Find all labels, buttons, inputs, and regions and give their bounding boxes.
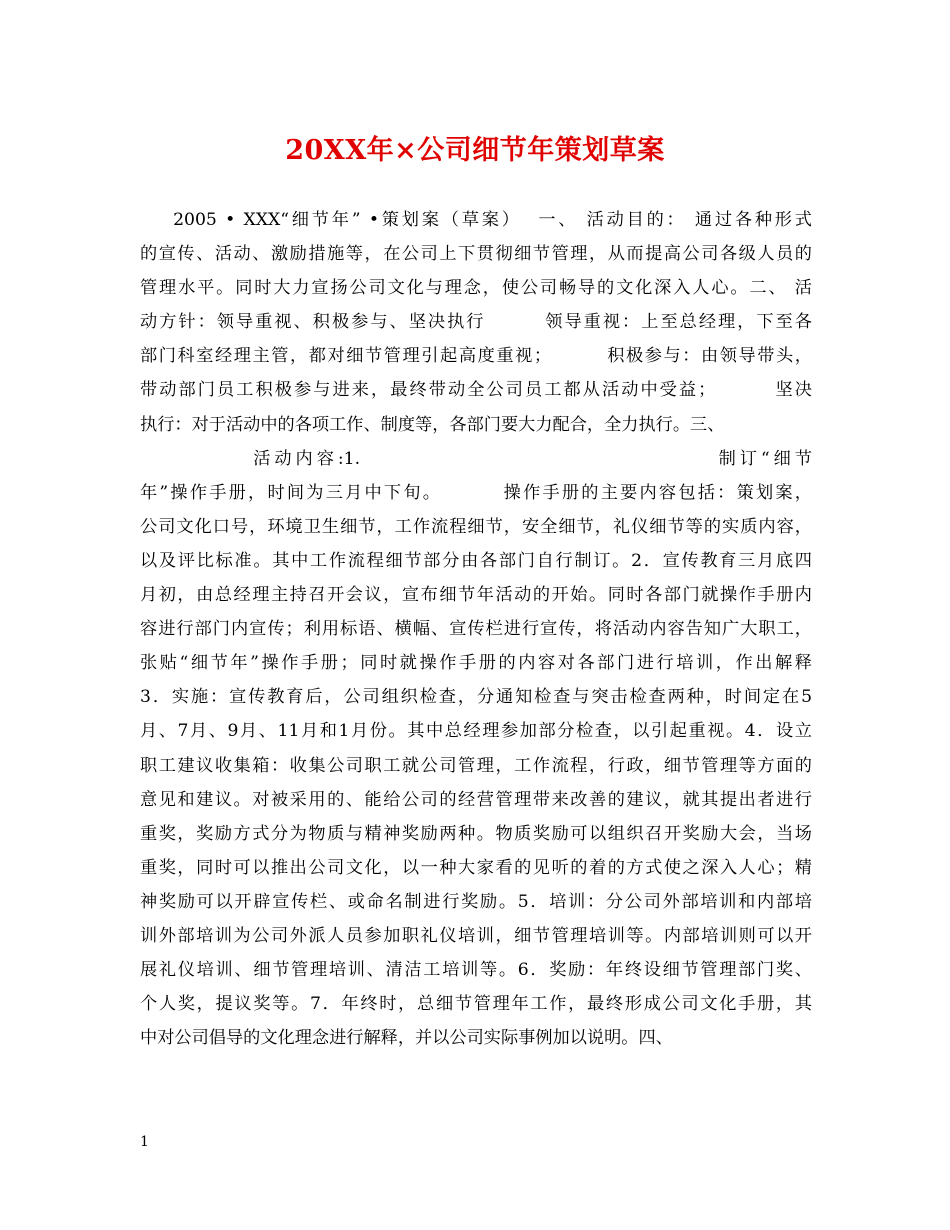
body-line: 神奖励可以开辟宣传栏、或命名制进行奖励。5．培训：分公司外部培训和内部培 <box>140 891 812 912</box>
body-line: 月、7月、9月、11月和1月份。其中总经理参加部分检查，以引起重视。4．设立 <box>140 721 812 742</box>
body-line: 管理水平。同时大力宣扬公司文化与理念，使公司畅导的文化深入人心。二、 活 <box>140 278 812 299</box>
body-line: 意见和建议。对被采用的、能给公司的经营管理带来改善的建议，就其提出者进行 <box>140 789 812 810</box>
body-line: 执行：对于活动中的各项工作、制度等，各部门要大力配合，全力执行。三、 <box>140 414 725 435</box>
body-line: 月初，由总经理主持召开会议，宣布细节年活动的开始。同时各部门就操作手册内 <box>140 585 812 606</box>
document-body <box>140 203 812 1055</box>
body-line: 带动部门员工积极参与进来，最终带动全公司员工都从活动中受益； 坚决 <box>140 380 812 401</box>
body-line: 职工建议收集箱：收集公司职工就公司管理，工作流程，行政，细节管理等方面的 <box>140 755 812 776</box>
body-line: 个人奖，提议奖等。7．年终时，总细节管理年工作，最终形成公司文化手册，其 <box>140 994 812 1015</box>
page-number: 1 <box>140 1134 149 1150</box>
body-line: 张贴“细节年”操作手册；同时就操作手册的内容对各部门进行培训，作出解释 <box>140 653 812 674</box>
body-line: 重奖，同时可以推出公司文化，以一种大家看的见听的着的方式使之深入人心；精 <box>140 857 812 878</box>
body-line: 容进行部门内宣传；利用标语、横幅、宣传栏进行宣传，将活动内容告知广大职工， <box>140 619 812 640</box>
body-line: 动方针：领导重视、积极参与、坚决执行 领导重视：上至总经理，下至各 <box>140 312 812 333</box>
body-line: 以及评比标准。其中工作流程细节部分由各部门自行制订。2．宣传教育三月底四 <box>140 550 812 571</box>
body-line: 中对公司倡导的文化理念进行解释，并以公司实际事例加以说明。四、 <box>140 1028 673 1049</box>
document-title: 20XX年×公司细节年策划草案 <box>285 135 665 166</box>
body-line: 3．实施：宣传教育后，公司组织检查，分通知检查与突击检查两种，时间定在5 <box>140 687 812 708</box>
body-line: 年”操作手册，时间为三月中下旬。 操作手册的主要内容包括：策划案， <box>140 482 812 503</box>
body-line: 展礼仪培训、细节管理培训、清洁工培训等。6．奖励：年终设细节管理部门奖、 <box>140 960 812 981</box>
body-line: 部门科室经理主管，都对细节管理引起高度重视； 积极参与：由领导带头， <box>140 346 812 367</box>
body-line: 训外部培训为公司外派人员参加职礼仪培训，细节管理培训等。内部培训则可以开 <box>140 925 812 946</box>
body-line: 活动内容:1. 制订“细节 <box>140 448 812 469</box>
body-line: 公司文化口号，环境卫生细节，工作流程细节，安全细节，礼仪细节等的实质内容， <box>140 516 812 537</box>
body-line: 2005 • XXX“细节年” •策划案（草案） 一、 活动目的： 通过各种形式 <box>140 210 812 230</box>
body-line: 的宣传、活动、激励措施等，在公司上下贯彻细节管理，从而提高公司各级人员的 <box>140 244 812 265</box>
body-line: 重奖，奖励方式分为物质与精神奖励两种。物质奖励可以组织召开奖励大会，当场 <box>140 823 812 844</box>
